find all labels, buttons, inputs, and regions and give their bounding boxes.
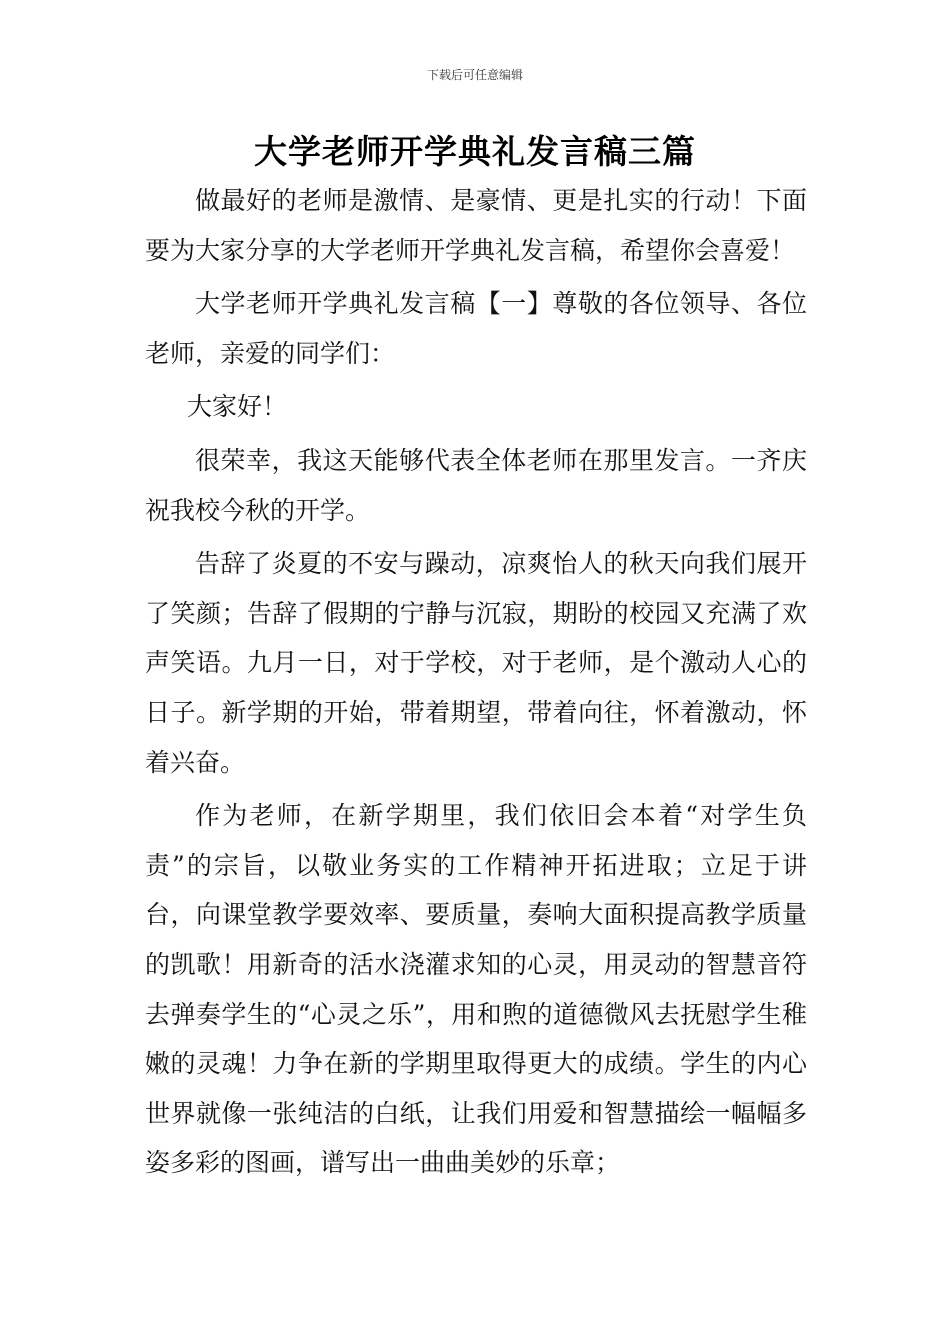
document-body (145, 176, 807, 1188)
paragraph-greeting: 大家好！ (187, 392, 288, 422)
paragraph-speech-heading: 大学老师开学典礼发言稿【一】尊敬的各位领导、各位老师，亲爱的同学们： (145, 289, 807, 368)
header-note: 下载后可任意编辑 (426, 68, 523, 82)
paragraph-teacher-commitment: 作为老师，在新学期里，我们依旧会本着“对学生负责”的宗旨，以敬业务实的工作精神开拓进取；立足于讲台，向课堂教学要效率、要质量，奏响大面积提高教学质量的凯歌！用新奇的活水浇灌求知的心灵，用灵动的智慧音符去弹奏学生的“心灵之乐”，用和煦的道德微风去抚慰学生稚嫩的灵魂！力争在新的学期里取得更大的成绩。学生的内心世界就像一张纯洁的白纸，让我们用爱和智慧描绘一幅幅多姿多彩的图画，谱写出一曲曲美妙的乐章； (145, 801, 807, 1178)
document-title: 大学老师开学典礼发言稿三篇 (254, 132, 696, 171)
paragraph-honor: 很荣幸，我这天能够代表全体老师在那里发言。一齐庆祝我校今秋的开学。 (145, 445, 807, 525)
paragraph-intro: 做最好的老师是激情、是豪情、更是扎实的行动！下面要为大家分享的大学老师开学典礼发言稿，希望你会喜爱！ (145, 186, 807, 265)
paragraph-farewell-summer: 告辞了炎夏的不安与躁动，凉爽怡人的秋天向我们展开了笑颜；告辞了假期的宁静与沉寂，期盼的校园又充满了欢声笑语。九月一日，对于学校，对于老师，是个激动人心的日子。新学期的开始，带着期望，带着向往，怀着激动，怀着兴奋。 (145, 549, 807, 777)
